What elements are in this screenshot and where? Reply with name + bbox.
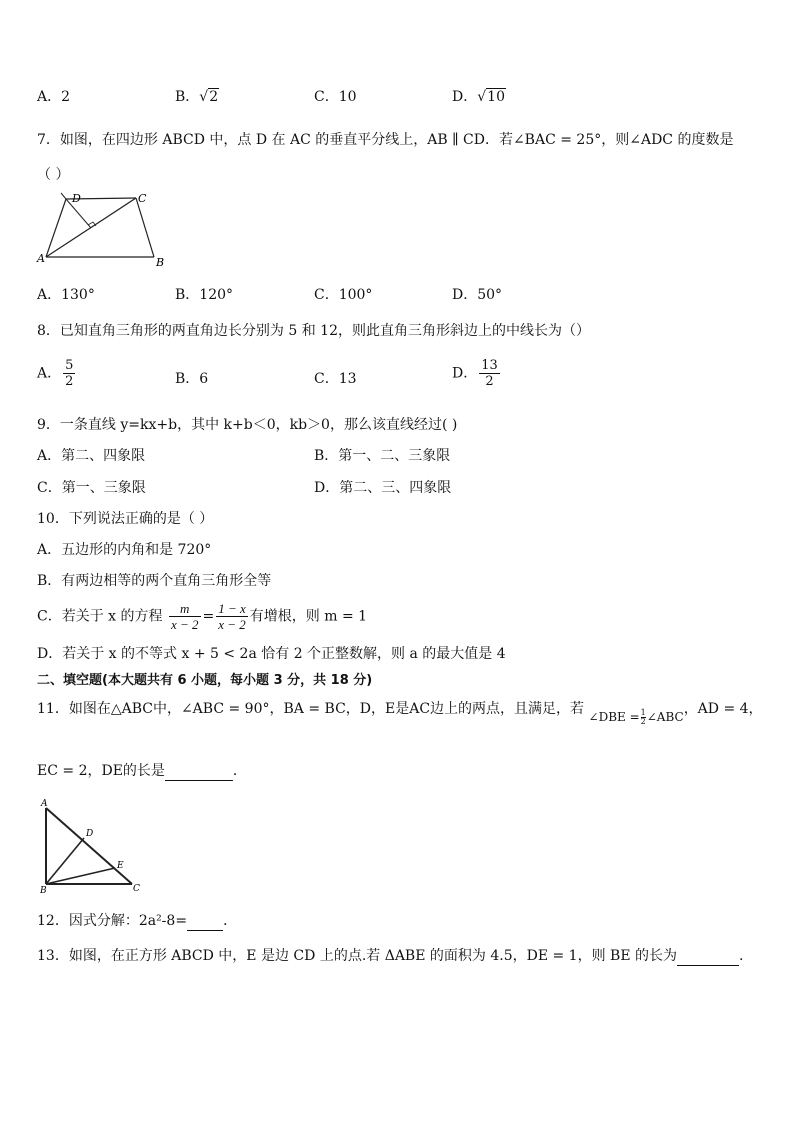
q10-option-d: D．若关于 x 的不等式 x + 5 < 2a 恰有 2 个正整数解，则 a 的最大值是 4 bbox=[37, 646, 506, 662]
label-a: A bbox=[41, 799, 48, 809]
q7-option-c: C．100° bbox=[314, 287, 373, 303]
label-d: D bbox=[86, 829, 94, 839]
denominator: 2 bbox=[640, 717, 646, 726]
q7-answer-paren: （ ） bbox=[37, 167, 70, 183]
q6-option-a: A．2 bbox=[37, 89, 71, 105]
q6-option-b-radicand: 2 bbox=[209, 89, 219, 105]
q13-question bbox=[37, 947, 743, 966]
q6-option-b bbox=[175, 88, 219, 106]
q10-option-c-pre: C．若关于 x 的方程 bbox=[37, 608, 163, 625]
answer-blank[interactable] bbox=[165, 762, 233, 781]
sqrt-symbol: √10 bbox=[477, 89, 505, 105]
q8-option-a-label: A． bbox=[37, 365, 62, 382]
label-b: B bbox=[156, 256, 165, 269]
q9-option-a: A．第二、四象限 bbox=[37, 448, 146, 464]
q11-condition-angle: ∠DBE = bbox=[588, 710, 640, 724]
denominator: x − 2 bbox=[218, 617, 246, 632]
label-c: C bbox=[138, 192, 147, 205]
segment-extension bbox=[61, 193, 66, 199]
fraction bbox=[216, 601, 248, 632]
sqrt-symbol: √2 bbox=[199, 89, 219, 105]
q11-condition-post: ∠ABC bbox=[646, 710, 684, 724]
q11-line2 bbox=[37, 762, 247, 781]
label-e: E bbox=[117, 861, 124, 871]
equals-sign: = bbox=[202, 608, 215, 625]
denominator: 2 bbox=[485, 374, 494, 389]
numerator: 1 bbox=[640, 708, 646, 717]
q11-end: ． bbox=[232, 763, 247, 779]
denominator: x − 2 bbox=[170, 617, 199, 632]
fraction bbox=[169, 601, 201, 632]
fraction bbox=[63, 358, 75, 389]
q12-question bbox=[37, 912, 237, 931]
q8-option-a bbox=[37, 358, 77, 389]
q10-option-c-post: 有增根，则 m = 1 bbox=[249, 608, 368, 625]
numerator: 13 bbox=[481, 358, 498, 373]
q8-option-c: C．13 bbox=[314, 371, 357, 387]
q7-question: 7．如图，在四边形 ABCD 中，点 D 在 AC 的垂直平分线上，AB ∥ CD．若∠BAC = 25°，则∠ADC 的度数是 bbox=[37, 132, 734, 148]
denominator: 2 bbox=[65, 374, 74, 389]
answer-blank[interactable] bbox=[677, 947, 739, 966]
answer-blank[interactable] bbox=[187, 912, 223, 931]
q10-question: 10．下列说法正确的是（ ） bbox=[37, 511, 214, 527]
numerator: 5 bbox=[65, 358, 74, 373]
q9-option-d: D．第二、三、四象限 bbox=[314, 480, 452, 496]
q7-option-b: B．120° bbox=[175, 287, 234, 303]
q11-question bbox=[37, 700, 763, 726]
fraction bbox=[479, 358, 500, 389]
q7-option-d: D．50° bbox=[452, 287, 503, 303]
q8-question: 8．已知直角三角形的两直角边长分别为 5 和 12，则此直角三角形斜边上的中线长为（） bbox=[37, 323, 590, 339]
q13-text: 13．如图，在正方形 ABCD 中，E 是边 CD 上的点.若 ΔABE 的面积为 4.5，DE = 1，则 BE 的长为 bbox=[37, 948, 677, 964]
q6-option-d-radicand: 10 bbox=[487, 89, 505, 105]
q12-end: ． bbox=[223, 913, 238, 929]
q11-text-post: ，AD = 4， bbox=[683, 701, 763, 717]
label-c: C bbox=[133, 884, 140, 894]
q9-question: 9．一条直线 y=kx+b，其中 k+b＜0，kb＞0，那么该直线经过( ) bbox=[37, 417, 458, 433]
section-title: 二、填空题(本大题共有 6 小题，每小题 3 分，共 18 分) bbox=[37, 673, 373, 688]
segment-ac bbox=[46, 808, 132, 884]
q12-text: 12．因式分解：2a²-8= bbox=[37, 913, 188, 929]
q9-option-c: C．第一、三象限 bbox=[37, 480, 146, 496]
q8-option-d bbox=[452, 358, 502, 389]
q13-end: . bbox=[739, 948, 744, 964]
label-d: D bbox=[72, 192, 81, 205]
segment-da bbox=[46, 199, 66, 257]
q10-option-c bbox=[37, 601, 367, 632]
segment-cb bbox=[136, 198, 154, 257]
q9-option-b: B．第一、二、三象限 bbox=[314, 448, 451, 464]
q7-figure bbox=[36, 190, 166, 270]
q10-option-b: B．有两边相等的两个直角三角形全等 bbox=[37, 573, 272, 589]
q6-option-c: C．10 bbox=[314, 89, 357, 105]
q11-condition bbox=[589, 710, 684, 724]
numerator: 1 − x bbox=[218, 601, 246, 616]
q11-text-pre: 11．如图在△ABC中，∠ABC = 90°，BA = BC，D，E是AC边上的两点，且满足，若 bbox=[37, 701, 585, 717]
q8-option-b: B．6 bbox=[175, 371, 209, 387]
q6-option-d bbox=[452, 88, 506, 106]
q10-option-a: A．五边形的内角和是 720° bbox=[37, 542, 212, 558]
q6-option-b-label: B． bbox=[175, 89, 200, 105]
q11-figure bbox=[36, 796, 146, 894]
label-b: B bbox=[40, 886, 47, 894]
fraction bbox=[641, 709, 646, 726]
q8-option-d-label: D． bbox=[452, 365, 478, 382]
q6-option-d-label: D． bbox=[452, 89, 478, 105]
q11-line2-text: EC = 2，DE的长是 bbox=[37, 763, 165, 779]
label-a: A bbox=[37, 252, 45, 265]
numerator: m bbox=[169, 601, 201, 617]
q7-option-a: A．130° bbox=[37, 287, 95, 303]
